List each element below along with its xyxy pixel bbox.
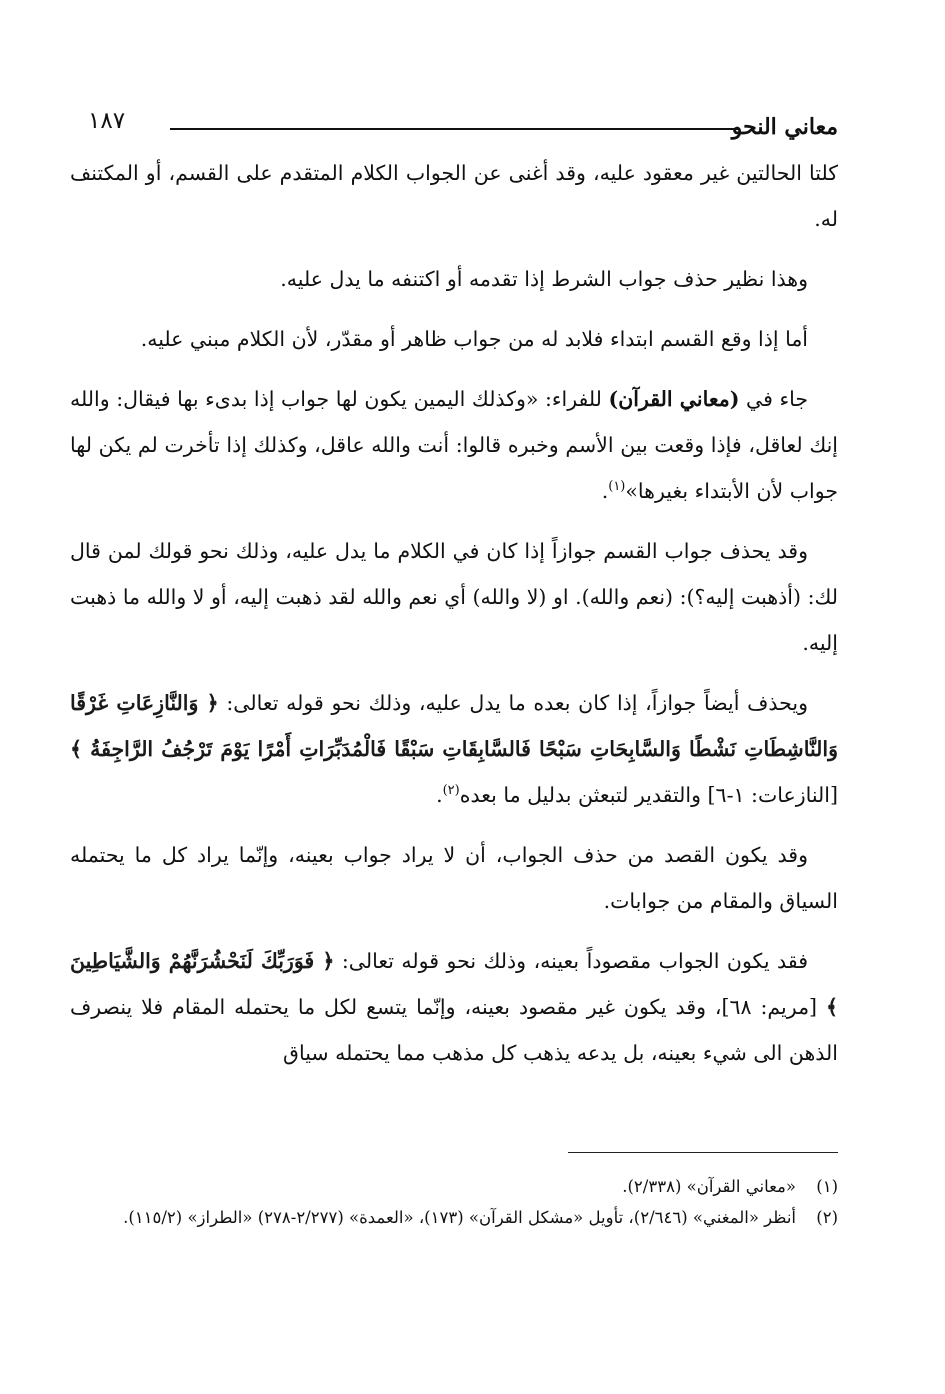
- footnotes: [70, 1172, 838, 1234]
- paragraph-6: [70, 680, 838, 818]
- paragraph-6-citation: [النازعات: ١-٦] والتقدير لتبعثن بدليل ما بعده: [459, 783, 838, 807]
- paragraph-5: وقد يحذف جواب القسم جوازاً إذا كان في الكلام ما يدل عليه، وذلك نحو قولك لمن قال لك: (أذهبت إليه؟): (نعم والله). او (لا والله) أي نعم والله لقد ذهبت إليه، أو لا والله ما ذهبت إليه.: [70, 539, 838, 655]
- footnote-ref-2[interactable]: (٢): [442, 783, 460, 799]
- book-title: (معاني القرآن): [608, 387, 740, 411]
- paragraph-8: [70, 938, 838, 1076]
- paragraph-4: [70, 376, 838, 514]
- paragraph-1: كلتا الحالتين غير معقود عليه، وقد أغنى عن الجواب الكلام المتقدم على القسم، أو المكتنف له.: [70, 161, 838, 231]
- running-title: معاني النحو: [731, 114, 838, 140]
- quran-verse-naziat: ﴿ وَالنَّازِعَاتِ غَرْقًا وَالنَّاشِطَاتِ نَشْطًا وَالسَّابِحَاتِ سَبْحًا فَالسَّابِقَاتِ سَبْقًا فَالْمُدَبِّرَاتِ أَمْرًا يَوْمَ تَرْجُفُ الرَّاجِفَةُ ﴾: [70, 691, 838, 761]
- paragraph-4-quote: للفراء: «وكذلك اليمين يكون لها جواب إذا بدىء بها فيقال: والله إنك لعاقل، فإذا وقعت بين الأسم وخبره قالوا: أنت والله عاقل، وكذلك إذا تأخرت لم يكن لها جواب لأن الأبتداء بغيرها»: [70, 387, 838, 503]
- paragraph-2: وهذا نظير حذف جواب الشرط إذا تقدمه أو اكتنفه ما يدل عليه.: [280, 267, 808, 291]
- header-rule: [170, 128, 738, 130]
- footnote-1: [70, 1172, 838, 1201]
- quran-verse-maryam: ﴿ فَوَرَبِّكَ لَنَحْشُرَنَّهُمْ وَالشَّيَاطِينَ ﴾: [70, 949, 839, 1019]
- page-number: ١٨٧: [88, 108, 126, 134]
- footnote-text: «معاني القرآن» (٢/٣٣٨).: [622, 1177, 796, 1196]
- footnote-ref-1[interactable]: (١): [608, 479, 626, 495]
- paragraph-8-rest: [مريم: ٦٨]، وقد يكون غير مقصود بعينه، وإنّما يتسع لكل ما يحتمله المقام فلا ينصرف الذهن الى شيء بعينه، بل يدعه يذهب كل مذهب مما يحتمله سياق: [70, 995, 838, 1065]
- footnote-text: أنظر «المغني» (٢/٦٤٦)، تأويل «مشكل القرآن» (١٧٣)، «العمدة» (٢/٢٧٧-٢٧٨) «الطراز» (١١٥/٢).: [123, 1208, 796, 1227]
- paragraph-4-end: .: [601, 479, 609, 503]
- paragraph-6-end: .: [436, 783, 443, 807]
- paragraph-4-lead: جاء في: [739, 387, 809, 411]
- paragraph-8-lead: فقد يكون الجواب مقصوداً بعينه، وذلك نحو قوله تعالى:: [334, 949, 808, 973]
- paragraph-6-lead: ويحذف أيضاً جوازاً، إذا كان بعده ما يدل عليه، وذلك نحو قوله تعالى:: [218, 691, 808, 715]
- paragraph-3: أما إذا وقع القسم ابتداء فلابد له من جواب ظاهر أو مقدّر، لأن الكلام مبني عليه.: [140, 327, 808, 351]
- page-header: [70, 100, 838, 144]
- footnote-number: (٢): [816, 1208, 838, 1227]
- footnote-separator: [568, 1152, 838, 1153]
- footnote-number: (١): [816, 1177, 838, 1196]
- book-page: [70, 100, 839, 1227]
- paragraph-7: وقد يكون القصد من حذف الجواب، أن لا يراد جواب بعينه، وإنّما يراد كل ما يحتمله السياق والمقام من جوابات.: [70, 843, 838, 913]
- footnote-2: [70, 1203, 838, 1232]
